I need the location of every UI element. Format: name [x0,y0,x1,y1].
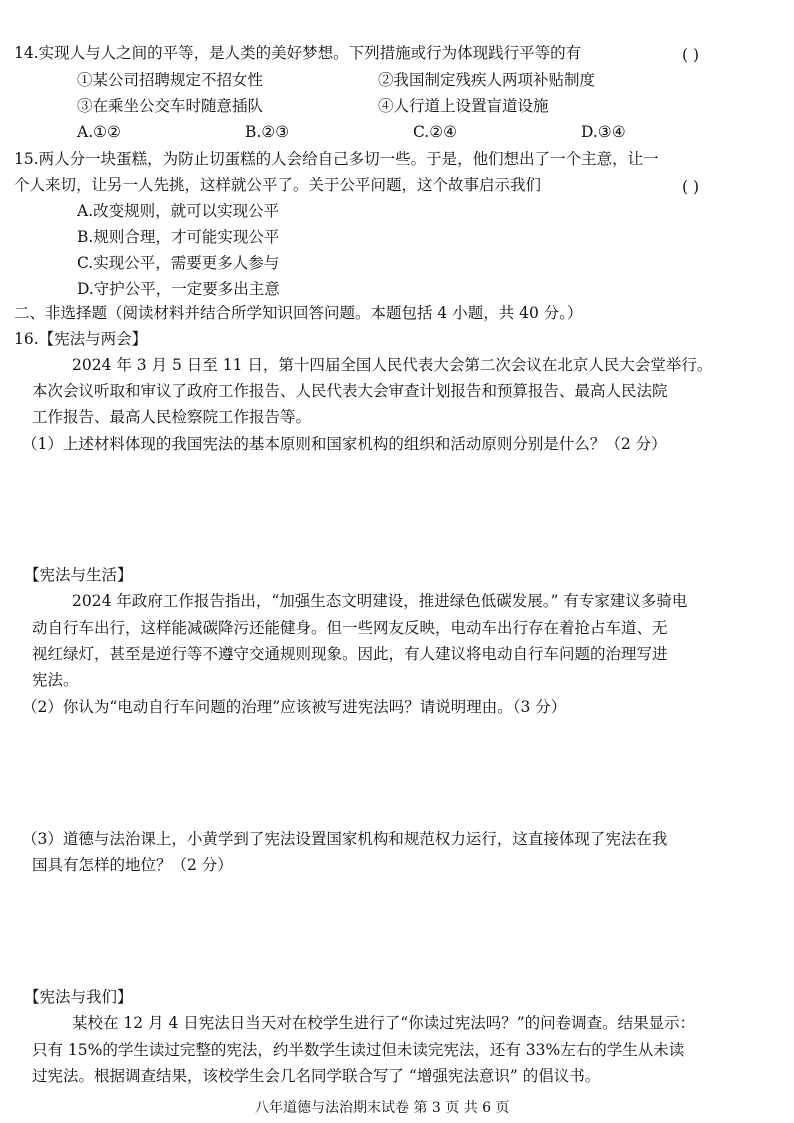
q16-sub3-line1: （3）道德与法治课上，小黄学到了宪法设置国家机构和规范权力运行，这直接体现了宪法在我 [22,830,668,848]
q14-item-3: ③在乘坐公交车时随意插队 [77,97,264,115]
q14-choice-c: C.②④ [413,123,458,141]
q16-material3-line3: 过宪法。根据调查结果，该校学生会几名同学联合写了 “增强宪法意识” 的倡议书。 [32,1067,601,1085]
q14-item-4: ④人行道上设置盲道设施 [378,97,549,115]
q16-topic3: 【宪法与我们】 [24,988,133,1006]
q14-choice-a: A.①② [77,123,121,141]
q15-choice-c: C.实现公平，需要更多人参与 [77,254,280,272]
q16-material1-line2: 本次会议听取和审议了政府工作报告、人民代表大会审查计划报告和预算报告、最高人民法院 [32,382,668,400]
q14-item-1: ①某公司招聘规定不招女性 [77,71,264,89]
q14-choice-b: B.②③ [245,123,290,141]
q16-material2-line4: 宪法。 [32,671,79,689]
q15-stem-line1: 15.两人分一块蛋糕，为防止切蛋糕的人会给自己多切一些。于是，他们想出了一个主意，让一 [14,150,659,168]
q15-choice-a: A.改变规则，就可以实现公平 [77,202,280,220]
q15-answer-paren: ( ) [682,178,700,196]
q16-label: 16.【宪法与两会】 [14,330,148,348]
section2-heading: 二、非选择题（阅读材料并结合所学知识回答问题。本题包括 4 小题，共 40 分。） [14,304,583,322]
page-footer: 八年道德与法治期末试卷 第 3 页 共 6 页 [255,1100,510,1116]
q16-material1-line3: 工作报告、最高人民检察院工作报告等。 [32,408,312,426]
q16-topic2: 【宪法与生活】 [24,566,133,584]
q14-choice-d: D.③④ [581,123,626,141]
q16-material2-line2: 动自行车出行，这样能减碳降污还能健身。但一些网友反映，电动车出行存在着抢占车道、无 [32,619,668,637]
q15-choice-d: D.守护公平，一定要多出主意 [77,280,280,298]
q15-choice-b: B.规则合理，才可能实现公平 [77,228,280,246]
q16-sub2: （2）你认为“电动自行车问题的治理”应该被写进宪法吗？请说明理由。（3 分） [22,698,567,716]
q16-sub3-line2: 国具有怎样的地位？（2 分） [32,856,233,874]
q16-material3-line2: 只有 15%的学生读过完整的宪法，约半数学生读过但未读完宪法，还有 33%左右的学生从未读 [32,1041,685,1059]
q16-material2-line3: 视红绿灯，甚至是逆行等不遵守交通规则现象。因此，有人建议将电动自行车问题的治理写进 [32,645,668,663]
q16-material1-line1: 2024 年 3 月 5 日至 11 日，第十四届全国人民代表大会第二次会议在北京人民大会堂举行。 [72,356,713,374]
q14-item-2: ②我国制定残疾人两项补贴制度 [378,71,596,89]
q16-material2-line1: 2024 年政府工作报告指出，“加强生态文明建设，推进绿色低碳发展。” 有专家建议多骑电 [72,592,688,610]
q14-stem: 14.实现人与人之间的平等，是人类的美好梦想。下列措施或行为体现践行平等的有 [14,44,582,62]
q16-material3-line1: 某校在 12 月 4 日宪法日当天对在校学生进行了“你读过宪法吗？”的问卷调查。结果显示： [72,1014,696,1032]
q14-answer-paren: ( ) [682,46,700,64]
q16-sub1: （1）上述材料体现的我国宪法的基本原则和国家机构的组织和活动原则分别是什么？（2 分） [22,435,667,453]
q15-stem-line2: 个人来切，让另一人先挑，这样就公平了。关于公平问题，这个故事启示我们 [14,176,542,194]
